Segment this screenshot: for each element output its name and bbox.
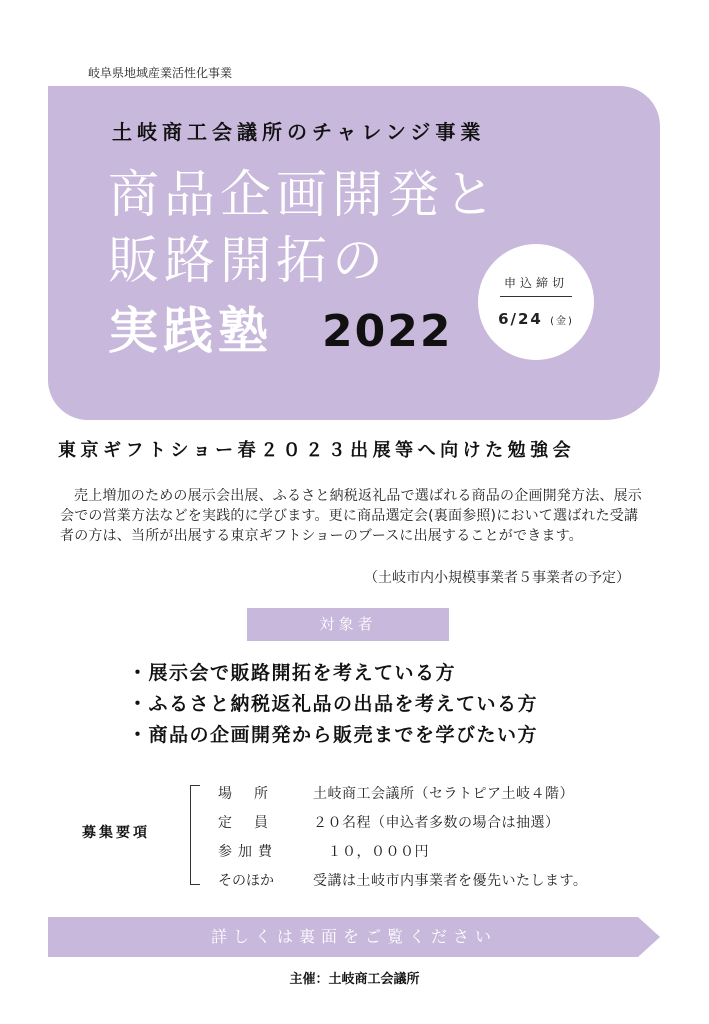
description-note: （土岐市内小規模事業者５事業者の予定） [364,570,630,586]
requirements-bracket [190,785,200,885]
requirement-value: １０，０００円 [313,844,429,860]
subheading: 東京ギフトショー春２０２３出展等へ向けた勉強会 [58,440,576,461]
requirement-row-fee [218,841,429,861]
hero-top-line: 土岐商工会議所のチャレンジ事業 [112,120,486,144]
requirement-row-venue [218,783,574,803]
banner-text: 詳しくは裏面をご覧ください [210,927,497,946]
list-item: ・ふるさと納税返礼品の出品を考えている方 [128,693,539,715]
target-list [128,658,538,751]
requirement-key: 場所 [218,786,290,802]
requirement-value: ２０名程（申込者多数の場合は抽選） [313,815,560,831]
deadline-label: 申込締切 [503,276,568,290]
deadline-weekday: (金) [550,316,574,327]
deadline-date [478,310,594,328]
hero-title-line-3: 実践塾 [108,302,273,360]
hero-title-line-1: 商品企画開発と [108,166,501,225]
organizer: 主催：土岐商工会議所 [289,972,420,987]
list-item: ・商品の企画開発から販売までを学びたい方 [128,724,539,746]
list-item: ・展示会で販路開拓を考えている方 [128,662,457,684]
requirement-key: 定員 [218,815,290,831]
description: 売上増加のための展示会出展、ふるさと納税返礼品で選ばれる商品の企画開発方法、展示会での営業方法などを実践的に学びます。更に商品選定会(裏面参照)において選ばれた受講者の方は、当所が出展する東京ギフトショーのブースに出展することができます。 [60,488,642,544]
hero-title-line-2: 販路開拓の [108,232,389,291]
hero-year: 2022 [322,306,453,357]
requirement-key: そのほか [218,873,274,889]
supertitle: 岐阜県地域産業活性化事業 [88,66,233,80]
requirement-row-other [218,870,587,890]
details-banner [48,917,660,957]
requirement-key: 参加費 [218,844,278,860]
requirement-value: 土岐商工会議所（セラトピア土岐４階） [313,786,574,802]
requirements-label: 募集要項 [82,825,150,841]
requirement-value: 受講は土岐市内事業者を優先いたします。 [313,873,588,889]
requirement-row-capacity [218,812,560,832]
deadline-date-value: 6/24 [498,310,543,328]
deadline-badge [478,244,594,360]
deadline-divider [500,296,572,297]
target-heading: 対象者 [247,608,449,641]
